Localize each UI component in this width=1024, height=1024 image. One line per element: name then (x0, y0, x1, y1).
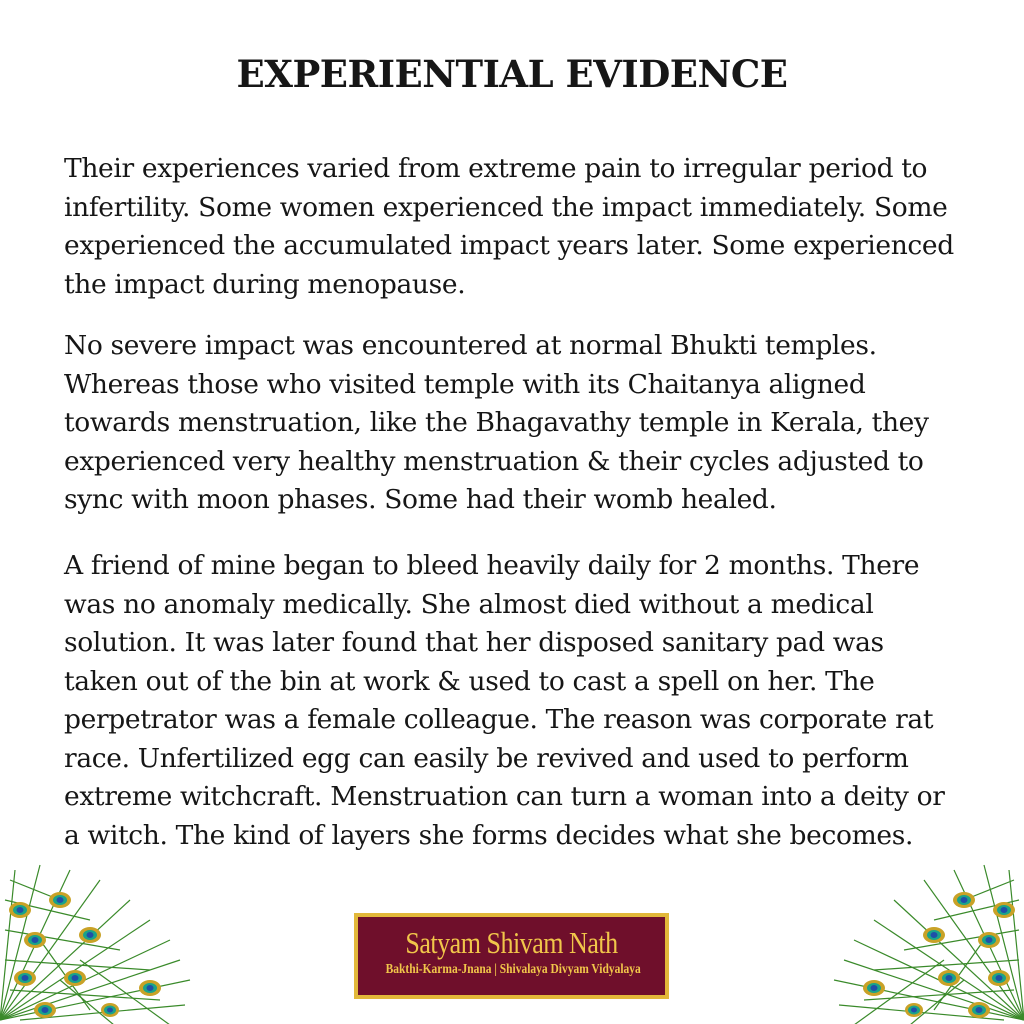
paragraph-temples: No severe impact was encountered at normal Bhukti temples. Whereas those who visited temple with its Chaitanya aligned towards menstruation, like the Bhagavathy temple in Kerala, they experienced very healthy menstruation & their cycles adjusted to sync with moon phases. Some had their womb healed. (64, 330, 929, 515)
brand-logo (354, 913, 669, 999)
paragraph-experiences: Their experiences varied from extreme pain to irregular period to infertility. Some women experienced the impact immediately. Some experienced the accumulated impact years later. Some experienced the impact during menopause. (64, 153, 954, 300)
paragraph-friend-story: A friend of mine began to bleed heavily daily for 2 months. There was no anomaly medically. She almost died without a medical solution. It was later found that her disposed sanitary pad was taken out of the bin at work & used to cast a spell on her. The perpetrator was a female colleague. The reason was corporate rat race. Unfertilized egg can easily be revived and used to perform extreme witchcraft. Menstruation can turn a woman into a deity or a witch. The kind of layers she forms decides what she becomes. (64, 550, 945, 851)
brand-name: Satyam Shivam Nath (405, 925, 618, 960)
peacock-feather-icon (0, 860, 200, 1024)
brand-tagline: Bakthi-Karma-Jnana | Shivalaya Divyam Vidyalaya (385, 962, 641, 977)
peacock-feather-icon (824, 860, 1024, 1024)
page-title: EXPERIENTIAL EVIDENCE (236, 52, 788, 96)
